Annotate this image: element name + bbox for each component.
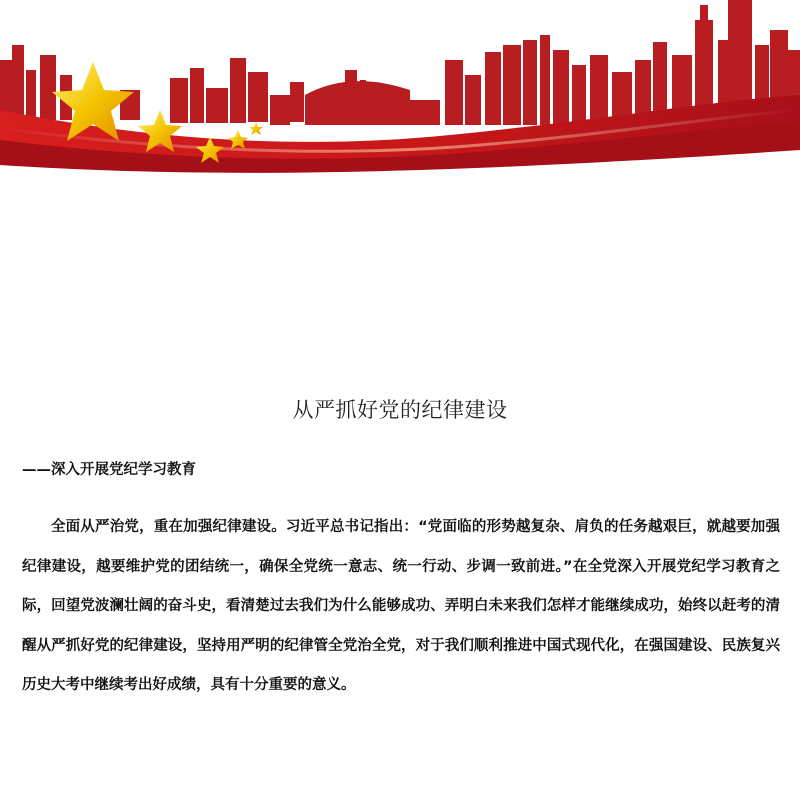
city-skyline bbox=[0, 0, 800, 125]
skyline-banner-graphic bbox=[0, 0, 800, 185]
document-title: 从严抓好党的纪律建设 bbox=[292, 398, 508, 422]
body-paragraph: 全面从严治党，重在加强纪律建设。习近平总书记指出：“党面临的形势越复杂、肩负的任务越艰巨，就越要加强纪律建设，越要维护党的团结统一，确保全党统一意志、统一行动、步调一致前进。”在全党深入开展党纪学习教育之际，回望党波澜壮阔的奋斗史，看清楚过去我们为什么能够成功、弄明白未来我们怎样才能继续成功，始终以赶考的清醒从严抓好党的纪律建设，坚持用严明的纪律管全党治全党，对于我们顺利推进中国式现代化，在强国建设、民族复兴历史大考中继续考出好成绩，具有十分重要的意义。 bbox=[22, 519, 780, 693]
header-banner bbox=[0, 0, 800, 185]
star-icon bbox=[249, 122, 263, 135]
document-subtitle: ——深入开展党纪学习教育 bbox=[22, 462, 196, 478]
